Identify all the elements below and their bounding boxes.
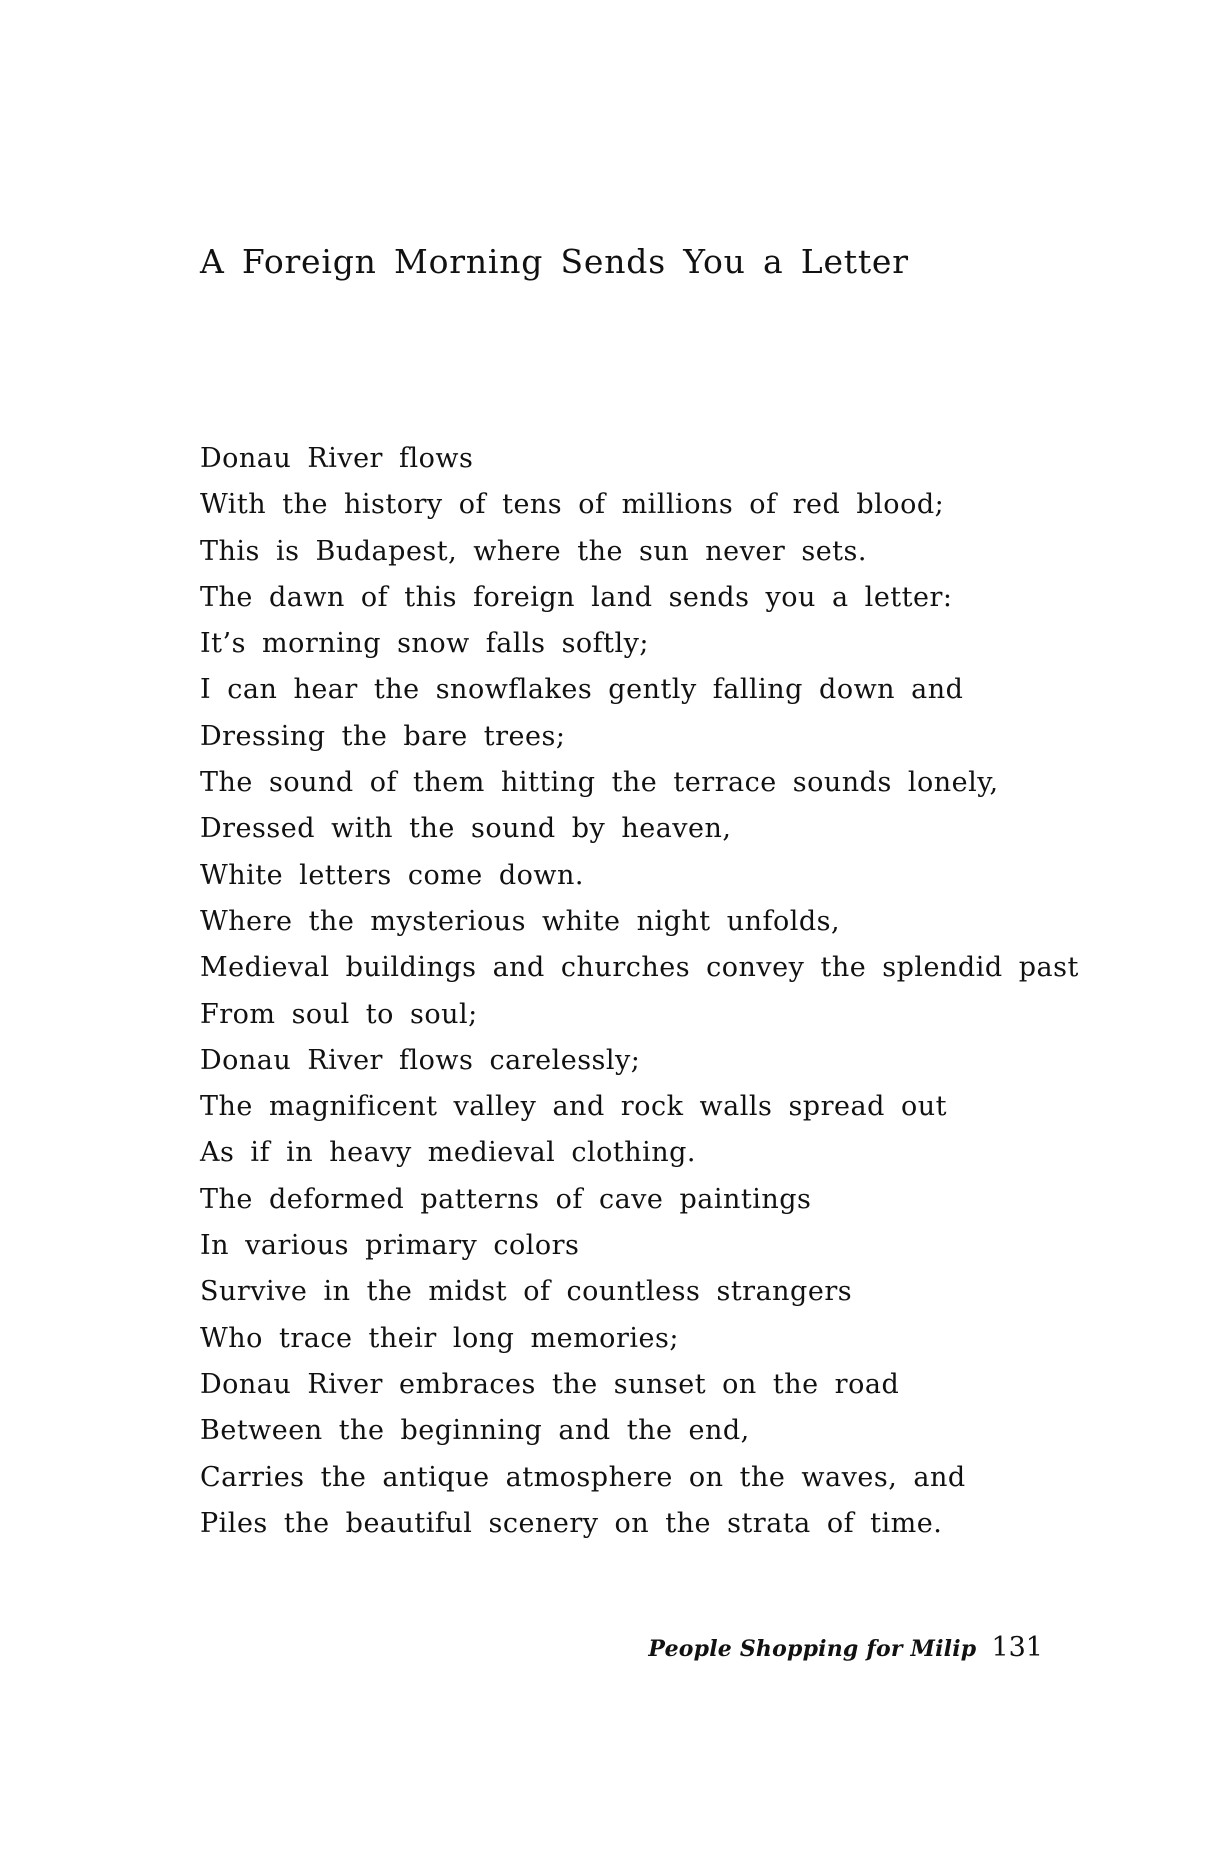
- poem-line: The magnificent valley and rock walls spread out: [200, 1091, 947, 1123]
- poem-line: From soul to soul;: [200, 998, 478, 1030]
- poem-line: In various primary colors: [200, 1230, 580, 1262]
- poem-line: With the history of tens of millions of red blood;: [200, 489, 945, 521]
- page-number: 131: [991, 1632, 1043, 1663]
- poem-line: The dawn of this foreign land sends you a letter:: [200, 581, 953, 613]
- poem-line: Carries the antique atmosphere on the waves, and: [200, 1461, 966, 1493]
- poem-line: The deformed patterns of cave paintings: [200, 1183, 812, 1215]
- poem-line: Donau River embraces the sunset on the road: [200, 1368, 900, 1400]
- poem-line: White letters come down.: [200, 859, 584, 891]
- poem-line: Who trace their long memories;: [200, 1322, 679, 1354]
- poem-line: I can hear the snowflakes gently falling down and: [200, 674, 964, 706]
- poem-line: Dressed with the sound by heaven,: [200, 813, 732, 845]
- poem-line: Donau River flows: [200, 443, 474, 474]
- poem-line: Where the mysterious white night unfolds,: [200, 905, 841, 937]
- page-footer: [648, 1632, 1043, 1663]
- poem-line: Piles the beautiful scenery on the strata of time.: [200, 1507, 943, 1539]
- running-book-title: People Shopping for Milip: [648, 1636, 977, 1662]
- poem-line: Medieval buildings and churches convey the splendid past: [200, 952, 1079, 984]
- poem-line: Donau River flows carelessly;: [200, 1044, 641, 1076]
- poem-body: [200, 436, 1079, 1547]
- poem-line: As if in heavy medieval clothing.: [200, 1137, 696, 1169]
- poem-title: A Foreign Morning Sends You a Letter: [200, 242, 909, 281]
- poem-line: Survive in the midst of countless strangers: [200, 1276, 853, 1308]
- poem-line: Between the beginning and the end,: [200, 1415, 750, 1447]
- poem-line: This is Budapest, where the sun never sets.: [200, 535, 867, 567]
- poem-line: Dressing the bare trees;: [200, 720, 566, 752]
- poem-line: The sound of them hitting the terrace sounds lonely,: [200, 767, 999, 799]
- poem-line: It’s morning snow falls softly;: [200, 628, 650, 660]
